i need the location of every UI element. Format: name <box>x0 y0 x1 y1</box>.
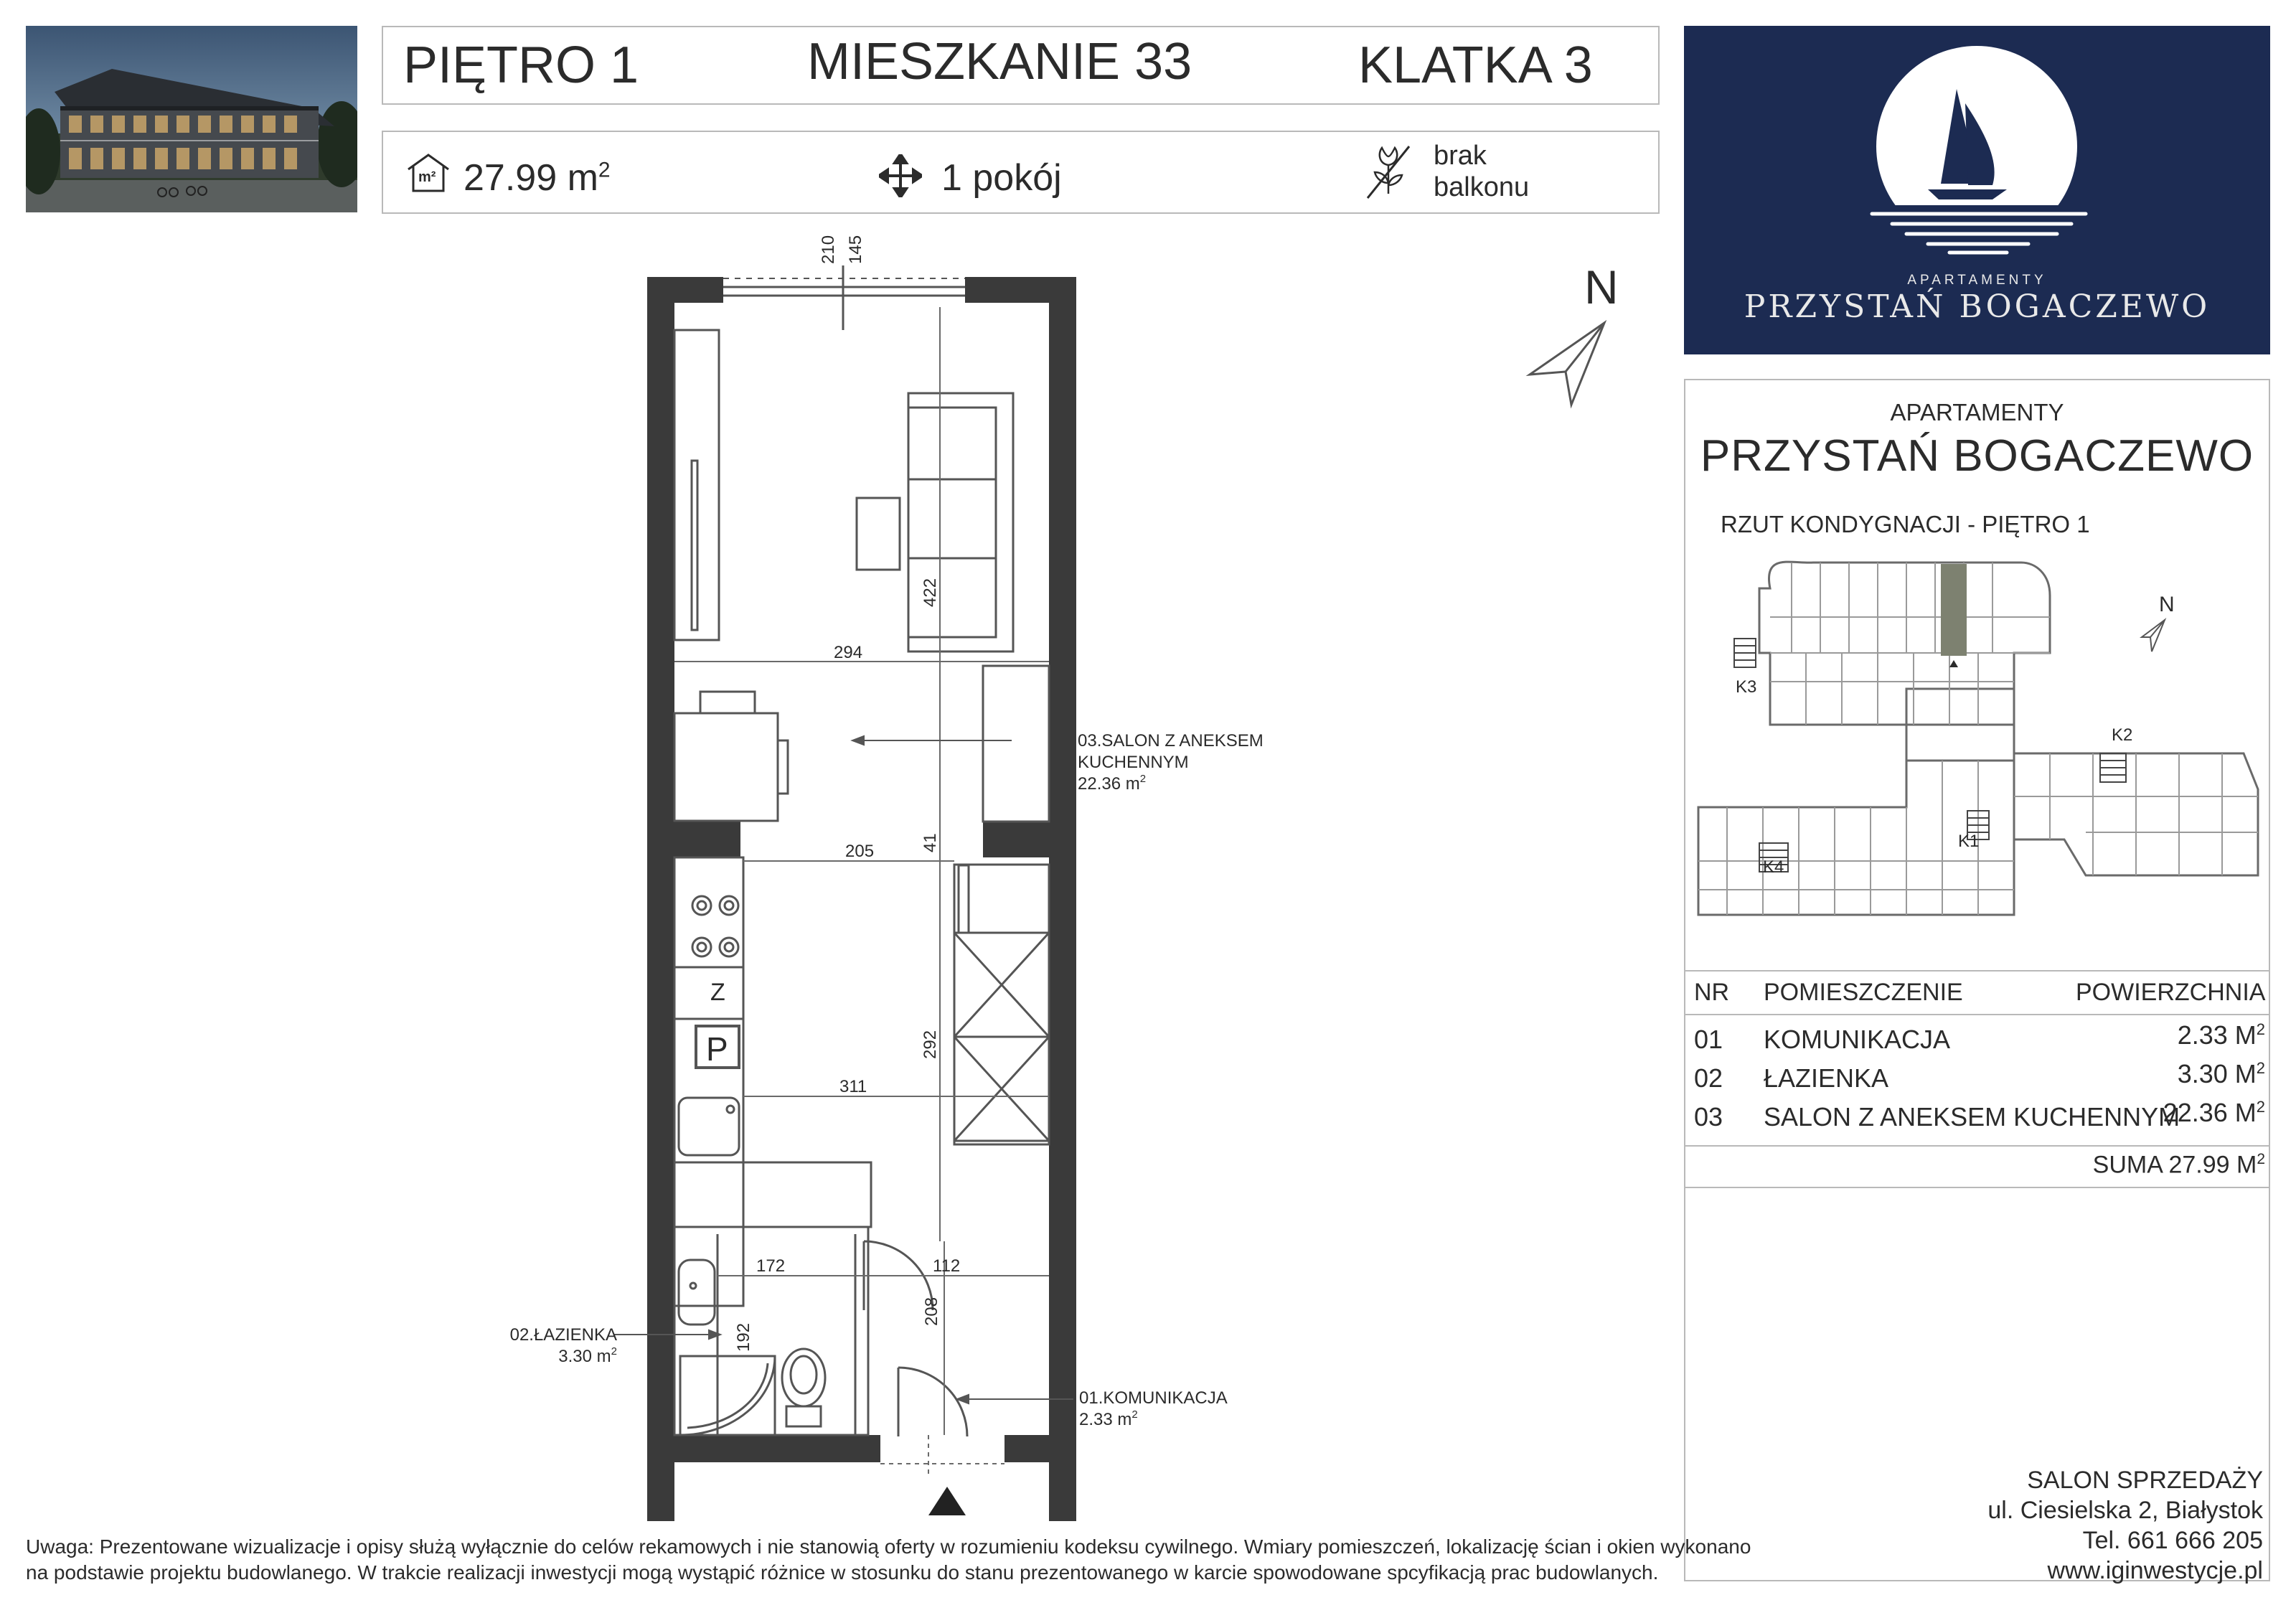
area-value-text: 27.99 m <box>464 157 598 199</box>
room-table-sum-rule <box>1684 1145 2270 1147</box>
dim-208: 208 <box>922 1297 941 1326</box>
table-row-03-area <box>2163 1098 2265 1128</box>
table-row-01-area-sup: 2 <box>2256 1020 2265 1038</box>
sales-title: SALON SPRZEDAŻY <box>2027 1467 2263 1494</box>
salon-area-text: 22.36 m <box>1078 774 1140 794</box>
comm-label: 01.KOMUNIKACJA <box>1079 1388 1228 1408</box>
room-table-bottom-rule <box>1684 1187 2270 1188</box>
move-arrows-icon <box>879 154 922 197</box>
disclaimer-line2: na podstawie projektu budowlanego. W trakcie realizacji inwestycji mogą wystąpić różnice w stosunku do stanu prezentowanego w karcie spowodowane spcyfikacją prac budowlanych. <box>26 1561 1659 1584</box>
stairwell-label: KLATKA 3 <box>1358 37 1593 94</box>
wall-top-right <box>965 277 1076 303</box>
wall-partition-right <box>983 822 1076 857</box>
bath-area-sup: 2 <box>611 1345 617 1358</box>
salon-label-line1: 03.SALON Z ANEKSEM <box>1078 731 1264 751</box>
balcony-line2: balkonu <box>1434 172 1530 202</box>
compass-arrow-icon <box>1521 316 1614 409</box>
table-header-nr: NR <box>1694 979 1730 1006</box>
wall-right <box>1049 277 1076 1521</box>
table-header-room: POMIESZCZENIE <box>1764 979 1963 1006</box>
dim-41: 41 <box>921 833 940 852</box>
key-plan <box>1691 545 2265 940</box>
table-row-02-area-sup: 2 <box>2256 1059 2265 1077</box>
wall-partition-left <box>647 822 740 857</box>
table-row-03-area-text: 22.36 M <box>2163 1098 2257 1127</box>
table-row-01-name: KOMUNIKACJA <box>1764 1025 1951 1054</box>
table-row-02-nr: 02 <box>1694 1063 1723 1093</box>
comm-area-text: 2.33 m <box>1079 1410 1132 1429</box>
dim-172: 172 <box>756 1256 786 1276</box>
entrance-arrow-icon <box>928 1487 966 1515</box>
key-plan-compass-n: N <box>2159 593 2175 616</box>
no-balcony-icon <box>1363 144 1413 201</box>
table-header-area: POWIERZCHNIA <box>2076 979 2266 1006</box>
dim-422: 422 <box>921 578 940 607</box>
floor-label: PIĘTRO 1 <box>403 37 639 94</box>
room-table-top-rule <box>1684 970 2270 972</box>
table-sum-sup: 2 <box>2257 1151 2265 1167</box>
table-row-01-nr: 01 <box>1694 1025 1723 1054</box>
table-sum-text: SUMA 27.99 M <box>2092 1151 2257 1179</box>
dim-294: 294 <box>834 643 863 662</box>
bath-area-text: 3.30 m <box>558 1347 611 1366</box>
comm-area <box>1079 1408 1138 1429</box>
logo-title: PRZYSTAŃ BOGACZEWO <box>1744 288 2211 325</box>
wall-top-left <box>647 277 723 303</box>
area-value <box>464 156 611 199</box>
rooms-count: 1 pokój <box>941 157 1062 199</box>
apartment-floor-plan <box>430 215 1292 1521</box>
area-value-sup: 2 <box>598 158 611 182</box>
area-icon <box>406 152 451 194</box>
table-row-02-area <box>2178 1059 2265 1089</box>
stair-label-k4: K4 <box>1763 857 1784 877</box>
apartment-label: MIESZKANIE 33 <box>807 33 1192 90</box>
table-row-01-area-text: 2.33 M <box>2177 1020 2257 1050</box>
dim-145: 145 <box>846 235 865 264</box>
sales-address: ul. Ciesielska 2, Białystok <box>1987 1497 2263 1524</box>
table-row-03-area-sup: 2 <box>2256 1098 2265 1116</box>
salon-area <box>1078 773 1146 794</box>
dim-205: 205 <box>845 842 875 861</box>
stair-label-k1: K1 <box>1958 832 1980 851</box>
table-sum <box>2093 1151 2265 1179</box>
salon-area-sup: 2 <box>1139 773 1147 785</box>
logo-subtitle: APARTAMENTY <box>1907 273 2047 288</box>
bath-area <box>558 1345 617 1366</box>
disclaimer-line1: Uwaga: Prezentowane wizualizacje i opisy służą wyłącznie do celów rekamowych i nie stanowią oferty w rozumieniu kodeksu cywilnego. Wmiary pomieszczeń, lokalizację ścian i okien wykonano <box>26 1535 1751 1558</box>
sales-phone: Tel. 661 666 205 <box>2082 1527 2263 1554</box>
dim-192: 192 <box>734 1322 753 1352</box>
bath-label: 02.ŁAZIENKA <box>509 1325 617 1345</box>
parking-letter: P <box>706 1030 728 1068</box>
dim-210: 210 <box>819 235 838 264</box>
salon-label-line2: KUCHENNYM <box>1078 753 1189 772</box>
wall-bottom-left <box>647 1435 880 1462</box>
stair-label-k3: K3 <box>1736 677 1757 697</box>
dim-292: 292 <box>921 1030 940 1059</box>
comm-area-sup: 2 <box>1131 1408 1138 1421</box>
compass-north-label: N <box>1584 260 1619 314</box>
info-title: PRZYSTAŃ BOGACZEWO <box>1700 431 2254 481</box>
table-row-01-area <box>2178 1020 2265 1050</box>
brand-logo <box>1684 26 2270 354</box>
info-subtitle: APARTAMENTY <box>1890 399 2064 425</box>
table-row-03-nr: 03 <box>1694 1102 1723 1132</box>
floor-plan-title: RZUT KONDYGNACJI - PIĘTRO 1 <box>1721 511 2090 537</box>
dim-311: 311 <box>839 1077 867 1096</box>
table-row-02-name: ŁAZIENKA <box>1764 1063 1889 1093</box>
building-visualization <box>26 26 357 212</box>
sales-website[interactable]: www.iginwestycje.pl <box>2047 1557 2263 1584</box>
area-icon-label: m² <box>418 169 436 185</box>
stair-label-k2: K2 <box>2112 725 2133 745</box>
table-row-02-area-text: 3.30 M <box>2177 1059 2257 1088</box>
wall-bottom-right <box>1004 1435 1076 1462</box>
balcony-line1: brak <box>1434 141 1487 171</box>
dim-112: 112 <box>933 1256 961 1276</box>
fridge-letter: Z <box>710 979 725 1006</box>
table-row-03-name: SALON Z ANEKSEM KUCHENNYM <box>1764 1102 2180 1132</box>
room-table-header-rule <box>1684 1014 2270 1015</box>
